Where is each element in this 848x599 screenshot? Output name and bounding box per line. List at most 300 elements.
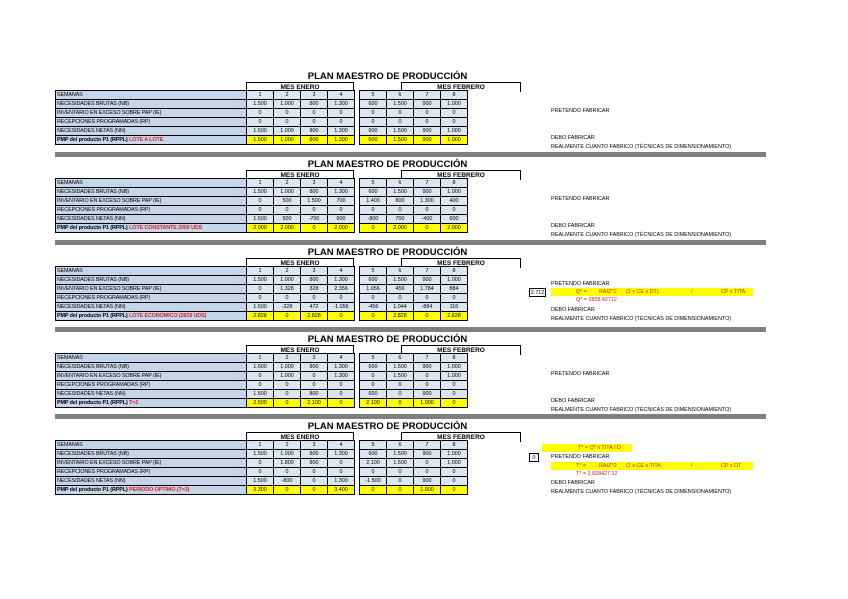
table-cell: 2.100: [360, 399, 387, 408]
table-cell: 900: [414, 100, 441, 109]
table-cell: 2.000: [328, 224, 355, 233]
text-fragment: CP x DT: [721, 463, 742, 469]
text-fragment: /: [691, 463, 693, 469]
table-cell: 800: [301, 390, 328, 399]
table-row: [56, 276, 468, 285]
table-row: [56, 372, 468, 381]
table-cell: 1.000: [441, 459, 468, 468]
table-cell: 8: [441, 179, 468, 188]
text-fragment: Q* =: [576, 289, 587, 295]
table-cell: 600: [328, 215, 355, 224]
table-cell: 800: [301, 276, 328, 285]
table-cell: 0: [247, 372, 274, 381]
table-cell: 0: [301, 372, 328, 381]
table-cell: 0: [387, 294, 414, 303]
table-cell: 900: [414, 450, 441, 459]
table-cell: 600: [360, 390, 387, 399]
table-cell: 0: [414, 468, 441, 477]
table-cell: 8: [441, 441, 468, 450]
table-cell: 4: [328, 441, 355, 450]
table-cell: 1.300: [328, 477, 355, 486]
table-cell: 7: [414, 441, 441, 450]
month-enero-header: MES ENERO: [246, 258, 354, 268]
text-fragment: T* =: [576, 463, 587, 469]
table-cell: 1.500: [387, 127, 414, 136]
table-cell: 0: [387, 468, 414, 477]
rppl-row: [56, 136, 468, 145]
separator: [55, 327, 766, 332]
table-cell: 0: [441, 109, 468, 118]
table-cell: 600: [360, 188, 387, 197]
table-cell: 1.000: [274, 188, 301, 197]
table-cell: 2: [274, 354, 301, 363]
table-cell: 0: [441, 399, 468, 408]
method-label: LOTE A LOTE: [129, 137, 164, 143]
table-cell: 1.784: [414, 285, 441, 294]
table-cell: 600: [360, 100, 387, 109]
note-pretendo: PRETENDO FABRICAR: [551, 108, 610, 114]
table-cell: 1.500: [247, 215, 274, 224]
table-cell: 456: [387, 285, 414, 294]
table-cell: 1.500: [247, 100, 274, 109]
row-label: [56, 399, 247, 408]
row-label: SEMANAS: [56, 91, 247, 100]
table-cell: 0: [387, 118, 414, 127]
table-cell: 1.800: [274, 459, 301, 468]
table-cell: 1.000: [274, 363, 301, 372]
table-cell: 0: [301, 486, 328, 495]
table-cell: 2.000: [274, 224, 301, 233]
row-label: NECESIDADES BRUTAS (NB): [56, 363, 247, 372]
table-cell: 900: [414, 276, 441, 285]
table-row: [56, 91, 468, 100]
table-cell: 6: [387, 354, 414, 363]
note-realmente: REALMENTE CUANTO FABRICO (TÉCNICAS DE DIMENSIONAMIENTO): [551, 407, 732, 413]
table-cell: 1.328: [274, 285, 301, 294]
table-cell: 0: [360, 118, 387, 127]
table-cell: 1.400: [360, 197, 387, 206]
table-cell: 0: [247, 468, 274, 477]
note-debo: DEBO FABRICAR: [551, 135, 595, 141]
rppl-row: [56, 399, 468, 408]
formula-q-value: Q* = 2828,42712: [576, 297, 617, 303]
plan-title: PLAN MAESTRO DE PRODUCCIÓN: [307, 334, 468, 345]
row-label: NECESIDADES NETAS (NN): [56, 303, 247, 312]
table-cell: 4: [328, 267, 355, 276]
table-cell: 1.500: [247, 303, 274, 312]
table-cell: 472: [301, 303, 328, 312]
table-cell: -884: [414, 303, 441, 312]
table-cell: 0: [301, 468, 328, 477]
text-fragment: /: [691, 289, 693, 295]
table-cell: 1.500: [387, 100, 414, 109]
method-label: T=2: [129, 400, 139, 406]
note-realmente: REALMENTE CUANTO FABRICO (TÉCNICAS DE DIMENSIONAMIENTO): [551, 489, 732, 495]
table-cell: 0: [328, 294, 355, 303]
table-cell: -1.056: [328, 303, 355, 312]
row-label: NECESIDADES NETAS (NN): [56, 390, 247, 399]
table-cell: 1.300: [328, 276, 355, 285]
rppl-row: [56, 312, 468, 321]
table-cell: 1.000: [274, 127, 301, 136]
note-debo: DEBO FABRICAR: [551, 398, 595, 404]
table-cell: 1.000: [441, 276, 468, 285]
row-label: NECESIDADES BRUTAS (NB): [56, 100, 247, 109]
table-cell: 1.500: [247, 390, 274, 399]
row-label: NECESIDADES BRUTAS (NB): [56, 188, 247, 197]
table-cell: 0: [274, 312, 301, 321]
table-cell: 900: [414, 136, 441, 145]
row-label: NECESIDADES BRUTAS (NB): [56, 276, 247, 285]
text-fragment: PMP del producto P1 (RPPL): [57, 137, 128, 143]
text-fragment: (2 x CE x DT): [626, 289, 659, 295]
table-cell: 6: [387, 267, 414, 276]
note-realmente: REALMENTE CUANTO FABRICO (TÉCNICAS DE DIMENSIONAMIENTO): [551, 316, 732, 322]
text-fragment: CP x TITA: [721, 289, 746, 295]
plan-table: [55, 440, 468, 495]
table-row: [56, 294, 468, 303]
row-label: RECEPCIONES PROGRAMADAS (RP): [56, 381, 247, 390]
table-cell: 0: [301, 294, 328, 303]
table-cell: 1.000: [274, 136, 301, 145]
table-cell: 0: [387, 390, 414, 399]
table-row: [56, 109, 468, 118]
note-debo: DEBO FABRICAR: [551, 223, 595, 229]
table-cell: 0: [247, 118, 274, 127]
table-cell: 500: [274, 197, 301, 206]
table-cell: 3: [301, 441, 328, 450]
table-cell: 0: [441, 468, 468, 477]
table-cell: 0: [360, 206, 387, 215]
table-cell: 2.356: [328, 285, 355, 294]
table-cell: 800: [301, 188, 328, 197]
table-cell: 5: [360, 179, 387, 188]
table-cell: 1.900: [414, 486, 441, 495]
table-cell: 600: [360, 363, 387, 372]
row-label: RECEPCIONES PROGRAMADAS (RP): [56, 294, 247, 303]
method-label: LOTE CONSTANTE 2000 UDS: [129, 225, 203, 231]
row-label: NECESIDADES NETAS (NN): [56, 477, 247, 486]
table-cell: 700: [387, 215, 414, 224]
table-cell: 0: [387, 109, 414, 118]
row-label: SEMANAS: [56, 354, 247, 363]
method-label: PERIODO OPTIMO (T=3): [129, 487, 190, 493]
table-row: [56, 354, 468, 363]
table-cell: 2: [274, 91, 301, 100]
table-cell: 900: [414, 188, 441, 197]
table-cell: 0: [274, 206, 301, 215]
table-cell: 1.000: [441, 136, 468, 145]
table-cell: 6: [387, 441, 414, 450]
table-cell: -1.500: [360, 477, 387, 486]
table-cell: 0: [274, 468, 301, 477]
rppl-row: [56, 486, 468, 495]
table-cell: 1.300: [328, 127, 355, 136]
table-cell: 0: [441, 486, 468, 495]
table-cell: 4: [328, 179, 355, 188]
table-cell: 600: [360, 276, 387, 285]
table-cell: 0: [414, 206, 441, 215]
table-cell: -456: [360, 303, 387, 312]
table-cell: 3: [301, 267, 328, 276]
table-cell: 1.500: [387, 363, 414, 372]
table-cell: -800: [360, 215, 387, 224]
table-cell: 1.300: [328, 372, 355, 381]
table-cell: 1.500: [387, 136, 414, 145]
table-cell: 1.500: [387, 372, 414, 381]
table-cell: 0: [387, 477, 414, 486]
table-cell: 1.300: [328, 136, 355, 145]
table-cell: 0: [387, 206, 414, 215]
table-cell: 0: [387, 381, 414, 390]
table-cell: 3: [301, 354, 328, 363]
table-cell: 0: [360, 294, 387, 303]
table-row: [56, 441, 468, 450]
table-cell: 500: [274, 215, 301, 224]
row-label: INVENTARIO EN EXCESO SOBRE PAP (IE): [56, 197, 247, 206]
table-cell: 4: [328, 354, 355, 363]
extra-value-cell: 0: [529, 453, 539, 462]
table-cell: 0: [274, 109, 301, 118]
table-cell: 2.000: [247, 224, 274, 233]
text-fragment: PMP del producto P1 (RPPL): [57, 225, 128, 231]
table-cell: 5: [360, 91, 387, 100]
table-cell: 0: [301, 477, 328, 486]
table-cell: 0: [274, 486, 301, 495]
text-fragment: (2 x CE x TITA: [626, 463, 661, 469]
table-cell: 800: [301, 127, 328, 136]
plan-table: [55, 353, 468, 408]
table-cell: 1: [247, 267, 274, 276]
table-cell: 3.400: [328, 486, 355, 495]
table-cell: 2.000: [441, 224, 468, 233]
table-cell: 0: [247, 381, 274, 390]
row-label: NECESIDADES NETAS (NN): [56, 215, 247, 224]
table-cell: 2: [274, 441, 301, 450]
table-cell: 800: [387, 197, 414, 206]
table-cell: 1.500: [247, 450, 274, 459]
text-fragment: RAIZ^2: [599, 463, 617, 469]
formula-t-top: T* = Q* x TITA / D: [542, 444, 632, 452]
table-cell: 0: [360, 372, 387, 381]
table-cell: 0: [414, 459, 441, 468]
table-cell: -800: [274, 477, 301, 486]
plan-table: [55, 178, 468, 233]
table-cell: 6: [387, 179, 414, 188]
note-pretendo: PRETENDO FABRICAR: [551, 196, 610, 202]
table-cell: 0: [360, 109, 387, 118]
table-cell: 1.500: [301, 197, 328, 206]
table-cell: 2: [274, 267, 301, 276]
table-row: [56, 118, 468, 127]
table-cell: 3: [301, 179, 328, 188]
table-cell: 800: [301, 100, 328, 109]
table-cell: 1.500: [387, 276, 414, 285]
table-cell: 1.500: [247, 188, 274, 197]
table-cell: 0: [360, 224, 387, 233]
table-cell: 1.300: [328, 450, 355, 459]
month-febrero-header: MES FEBRERO: [401, 258, 521, 268]
table-cell: 0: [414, 118, 441, 127]
table-cell: 1.000: [274, 450, 301, 459]
table-cell: 1.000: [274, 372, 301, 381]
table-cell: 1.500: [247, 477, 274, 486]
table-cell: 1.500: [247, 136, 274, 145]
formula-t-value: T* = 2,828427 12: [576, 471, 618, 477]
table-row: [56, 450, 468, 459]
table-cell: 0: [274, 294, 301, 303]
table-row: [56, 100, 468, 109]
note-debo: DEBO FABRICAR: [551, 480, 595, 486]
table-cell: 1.044: [387, 303, 414, 312]
table-cell: 1: [247, 441, 274, 450]
table-cell: 800: [301, 450, 328, 459]
table-cell: 1.500: [247, 363, 274, 372]
table-cell: 0: [274, 118, 301, 127]
table-cell: 2: [274, 179, 301, 188]
table-cell: 0: [301, 224, 328, 233]
table-cell: 0: [414, 312, 441, 321]
table-cell: 0: [301, 206, 328, 215]
table-cell: 0: [441, 294, 468, 303]
table-cell: 0: [441, 206, 468, 215]
table-cell: 0: [414, 372, 441, 381]
table-cell: 0: [328, 206, 355, 215]
table-cell: 2.100: [360, 459, 387, 468]
table-cell: 800: [301, 363, 328, 372]
plan-title: PLAN MAESTRO DE PRODUCCIÓN: [307, 421, 468, 432]
row-label: [56, 224, 247, 233]
table-cell: 7: [414, 267, 441, 276]
table-cell: 1.300: [328, 363, 355, 372]
separator: [55, 414, 766, 419]
table-cell: 8: [441, 354, 468, 363]
table-cell: 0: [328, 118, 355, 127]
table-cell: 1.300: [328, 188, 355, 197]
row-label: [56, 136, 247, 145]
note-pretendo: PRETENDO FABRICAR: [551, 281, 610, 287]
table-cell: 2.828: [247, 312, 274, 321]
table-cell: 1: [247, 91, 274, 100]
table-cell: 1.000: [441, 450, 468, 459]
table-cell: 0: [328, 399, 355, 408]
table-cell: 1.000: [441, 127, 468, 136]
table-cell: 0: [274, 390, 301, 399]
table-cell: 0: [247, 294, 274, 303]
table-row: [56, 381, 468, 390]
table-cell: 3.300: [247, 486, 274, 495]
table-cell: 1.300: [414, 197, 441, 206]
formula-q: [551, 288, 753, 296]
table-cell: 1.000: [274, 276, 301, 285]
note-pretendo: PRETENDO FABRICAR: [551, 454, 610, 460]
row-label: INVENTARIO EN EXCESO SOBRE PAP (IE): [56, 285, 247, 294]
extra-value-cell: 2.712: [530, 290, 545, 296]
row-label: [56, 312, 247, 321]
table-cell: 1.056: [360, 285, 387, 294]
month-febrero-header: MES FEBRERO: [401, 345, 521, 355]
row-label: SEMANAS: [56, 267, 247, 276]
separator: [55, 152, 766, 157]
text-fragment: PMP del producto P1 (RPPL): [57, 313, 128, 319]
table-cell: 0: [360, 381, 387, 390]
table-cell: 0: [441, 381, 468, 390]
table-cell: 0: [414, 294, 441, 303]
table-cell: 1.000: [441, 100, 468, 109]
table-cell: 0: [301, 109, 328, 118]
table-cell: 5: [360, 441, 387, 450]
table-cell: 900: [414, 390, 441, 399]
table-cell: 1.500: [387, 188, 414, 197]
table-cell: 7: [414, 354, 441, 363]
table-cell: 400: [441, 197, 468, 206]
table-cell: 900: [414, 363, 441, 372]
table-cell: 0: [441, 118, 468, 127]
table-cell: 1.300: [328, 100, 355, 109]
table-cell: -700: [301, 215, 328, 224]
month-enero-header: MES ENERO: [246, 345, 354, 355]
plan-title: PLAN MAESTRO DE PRODUCCIÓN: [307, 71, 468, 82]
table-cell: 0: [414, 109, 441, 118]
row-label: RECEPCIONES PROGRAMADAS (RP): [56, 206, 247, 215]
table-cell: 2.828: [441, 312, 468, 321]
table-cell: 900: [414, 477, 441, 486]
table-cell: 1: [247, 354, 274, 363]
month-febrero-header: MES FEBRERO: [401, 432, 521, 442]
table-cell: 2.828: [387, 312, 414, 321]
table-cell: 0: [328, 468, 355, 477]
table-cell: 900: [414, 127, 441, 136]
table-row: [56, 267, 468, 276]
month-febrero-header: MES FEBRERO: [401, 170, 521, 180]
table-cell: 2.100: [301, 399, 328, 408]
table-cell: 7: [414, 91, 441, 100]
table-cell: 0: [301, 118, 328, 127]
month-enero-header: MES ENERO: [246, 170, 354, 180]
row-label: NECESIDADES BRUTAS (NB): [56, 450, 247, 459]
table-cell: -328: [274, 303, 301, 312]
table-cell: 0: [387, 399, 414, 408]
text-fragment: PMP del producto P1 (RPPL): [57, 487, 128, 493]
table-row: [56, 206, 468, 215]
table-cell: 2.500: [247, 399, 274, 408]
table-cell: 4: [328, 91, 355, 100]
table-cell: 0: [328, 109, 355, 118]
table-row: [56, 179, 468, 188]
table-row: [56, 459, 468, 468]
table-cell: 800: [301, 136, 328, 145]
table-cell: 0: [328, 390, 355, 399]
note-realmente: REALMENTE CUANTO FABRICO (TÉCNICAS DE DIMENSIONAMIENTO): [551, 144, 732, 150]
table-row: [56, 215, 468, 224]
table-cell: 0: [360, 486, 387, 495]
table-cell: 1.900: [414, 399, 441, 408]
row-label: INVENTARIO EN EXCESO SOBRE PAP (IE): [56, 459, 247, 468]
text-fragment: RAIZ^2: [599, 289, 617, 295]
table-cell: 6: [387, 91, 414, 100]
table-cell: 884: [441, 285, 468, 294]
table-cell: 600: [441, 215, 468, 224]
month-enero-header: MES ENERO: [246, 432, 354, 442]
table-cell: 328: [301, 285, 328, 294]
text-fragment: PMP del producto P1 (RPPL): [57, 400, 128, 406]
table-cell: 0: [387, 486, 414, 495]
table-cell: 116: [441, 303, 468, 312]
table-row: [56, 197, 468, 206]
row-label: RECEPCIONES PROGRAMADAS (RP): [56, 118, 247, 127]
separator: [55, 240, 766, 245]
formula-t: [551, 462, 753, 470]
